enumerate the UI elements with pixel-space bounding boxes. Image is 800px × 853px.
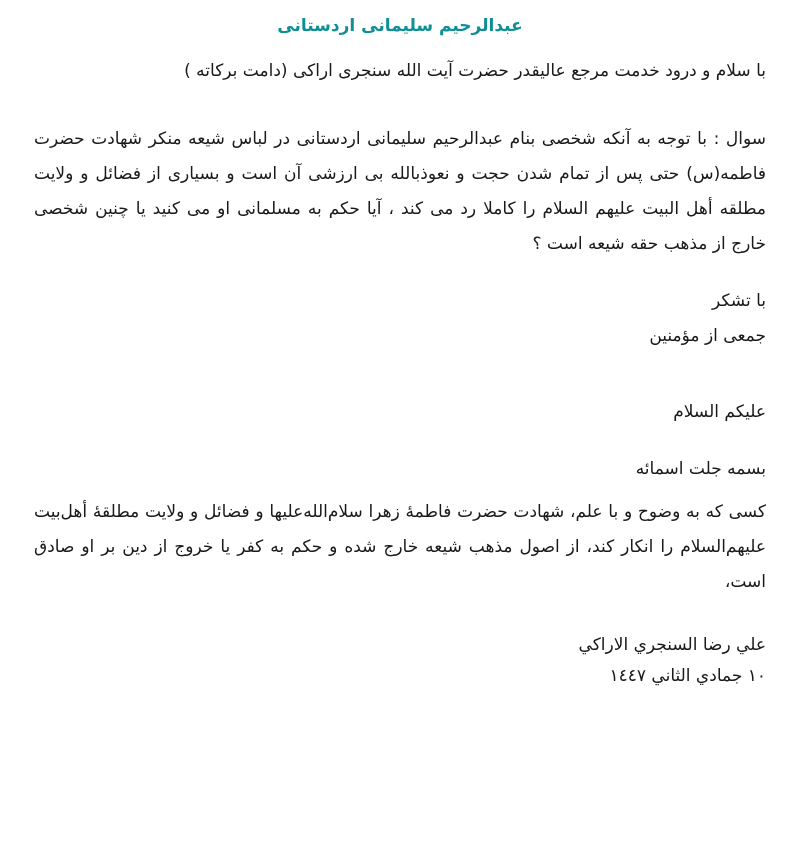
spacer (34, 438, 766, 452)
spacer (34, 270, 766, 284)
signature-block (34, 630, 766, 693)
spacer (34, 353, 766, 395)
signature-date: ١٠ جمادي الثاني ١٤٤٧ (609, 666, 766, 687)
page-title: عبدالرحیم سلیمانی اردستانی (277, 16, 523, 36)
thanks-line-2: جمعی از مؤمنین (649, 325, 766, 346)
signature-name: علي رضا السنجري الاراكي (578, 634, 766, 655)
thanks-line-1: با تشکر (712, 290, 766, 311)
answer-body: کسی که به وضوح و با علم، شهادت حضرت فاطمهٔ زهرا سلام‌الله‌علیها و فضائل و ولایت مطلقهٔ أهل‌بیت علیهم‌السلام را انکار کند، از اصول مذهب شیعه خارج شده و حکم به کفر یا خروج از دین بر او صادق است، (34, 502, 766, 592)
thanks-block (34, 284, 766, 354)
question-paragraph: سوال : با توجه به آنکه شخصی بنام عبدالرحیم سلیمانی اردستانی در لباس شیعه منکر شهادت حضرت فاطمه(س) حتی پس از تمام شدن حجت و نعوذبالله بی ارزشی آن است و بسیاری از فضائل و ولایت مطلقه أهل البیت علیهم السلام را کاملا رد می کند ، آیا حکم به مسلمانی او می کنید یا چنین شخصی خارج از مذهب حقه شیعه است ؟ (34, 129, 766, 254)
answer-basmala: بسمه جلت اسمائه (635, 459, 766, 480)
greeting-paragraph: با سلام و درود خدمت مرجع عالیقدر حضرت آیت الله سنجری اراکی (دامت برکاته ) (184, 60, 766, 81)
spacer (34, 96, 766, 122)
answer-salutation: علیکم السلام (673, 402, 766, 423)
